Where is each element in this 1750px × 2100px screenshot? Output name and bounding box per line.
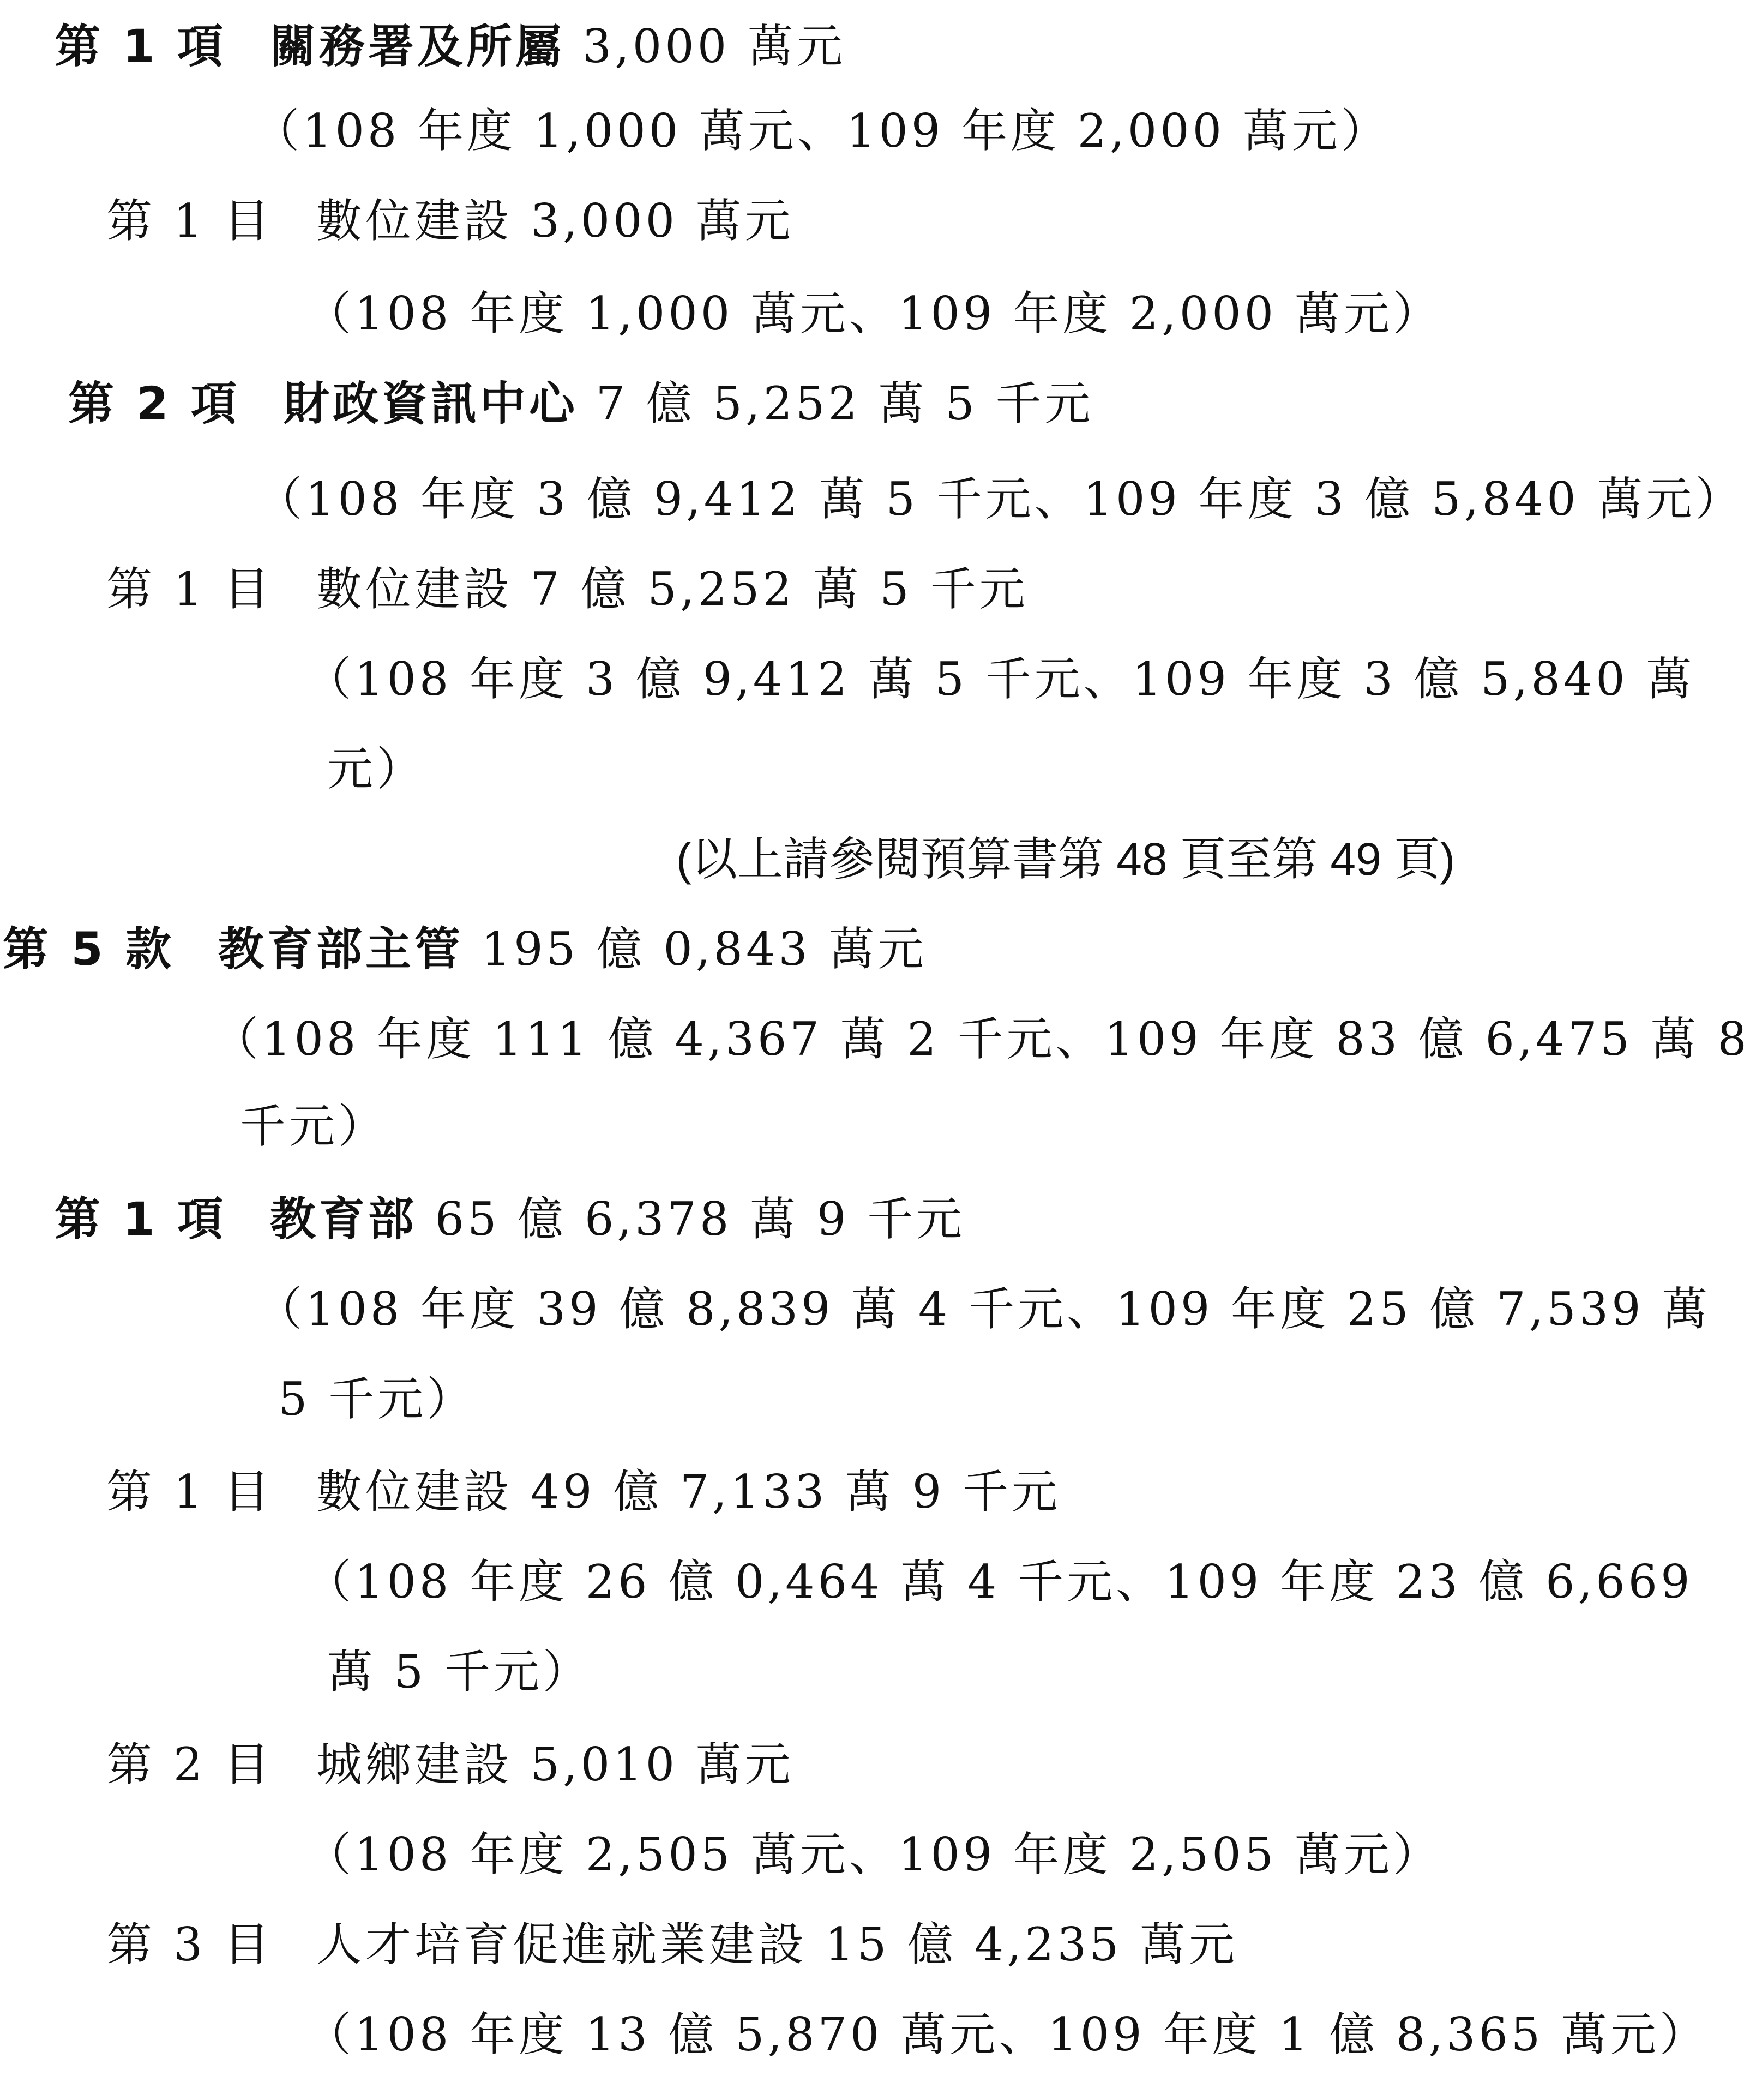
subitem-label: 第 2 目 (106, 1738, 273, 1791)
subitem-title: 人才培育促進就業建設 (316, 1918, 807, 1971)
subitem-title: 數位建設 (316, 562, 513, 616)
item-heading (55, 16, 846, 76)
year-breakdown: （108 年度 111 億 4,367 萬 2 千元、109 年度 83 億 6,475 萬 8 (213, 1012, 1750, 1066)
subitem-heading (106, 1915, 1238, 1975)
year-breakdown: （108 年度 1,000 萬元、109 年度 2,000 萬元） (254, 104, 1390, 158)
item-amount: 7 億 5,252 萬 5 千元 (596, 377, 1094, 430)
subitem-label: 第 1 目 (106, 562, 273, 616)
item-title: 關務署及所屬 (269, 20, 564, 73)
year-breakdown: （108 年度 2,505 萬元、109 年度 2,505 萬元） (305, 1828, 1442, 1881)
subitem-amount: 7 億 5,252 萬 5 千元 (530, 562, 1029, 616)
subitem-heading (106, 1462, 1061, 1522)
subitem-label: 第 3 目 (106, 1918, 273, 1971)
year-breakdown-continued: 千元） (240, 1100, 388, 1153)
item-label: 第 2 項 (68, 377, 240, 430)
year-breakdown: （108 年度 3 億 9,412 萬 5 千元、109 年度 3 億 5,840 萬 (305, 652, 1695, 706)
item-title: 財政資訊中心 (283, 377, 578, 430)
item-amount: 3,000 萬元 (582, 20, 846, 73)
budget-reference-note: (以上請參閱預算書第 48 頁至第 49 頁) (676, 833, 1456, 885)
year-breakdown: （108 年度 26 億 0,464 萬 4 千元、109 年度 23 億 6,669 (305, 1555, 1693, 1609)
subitem-heading (106, 191, 794, 251)
year-breakdown: （108 年度 13 億 5,870 萬元、109 年度 1 億 8,365 萬元） (305, 2008, 1709, 2061)
year-breakdown-continued: 萬 5 千元） (327, 1645, 592, 1699)
item-heading (68, 374, 1094, 434)
subitem-amount: 3,000 萬元 (530, 194, 794, 248)
subitem-title: 城鄉建設 (316, 1738, 513, 1791)
subitem-title: 數位建設 (316, 194, 513, 248)
year-breakdown-continued: 元） (327, 742, 426, 796)
year-breakdown: （108 年度 3 億 9,412 萬 5 千元、109 年度 3 億 5,840 萬元） (256, 472, 1745, 526)
item-amount: 65 億 6,378 萬 9 千元 (435, 1192, 965, 1246)
item-label: 第 1 項 (55, 1192, 226, 1246)
subitem-heading (106, 1735, 794, 1795)
section-heading (3, 919, 927, 979)
subitem-amount: 5,010 萬元 (530, 1738, 794, 1791)
item-label: 第 1 項 (55, 20, 226, 73)
subitem-label: 第 1 目 (106, 194, 273, 248)
subitem-label: 第 1 目 (106, 1465, 273, 1519)
section-title: 教育部主管 (218, 922, 464, 976)
item-heading (55, 1189, 965, 1249)
subitem-amount: 15 億 4,235 萬元 (825, 1918, 1238, 1971)
section-amount: 195 億 0,843 萬元 (481, 922, 927, 976)
year-breakdown-continued: 5 千元） (278, 1372, 476, 1426)
subitem-title: 數位建設 (316, 1465, 513, 1519)
item-title: 教育部 (269, 1192, 417, 1246)
subitem-heading (106, 559, 1028, 619)
year-breakdown: （108 年度 1,000 萬元、109 年度 2,000 萬元） (305, 287, 1442, 340)
section-label: 第 5 款 (3, 922, 175, 976)
year-breakdown: （108 年度 39 億 8,839 萬 4 千元、109 年度 25 億 7,539 萬 (256, 1282, 1711, 1336)
subitem-amount: 49 億 7,133 萬 9 千元 (530, 1465, 1061, 1519)
